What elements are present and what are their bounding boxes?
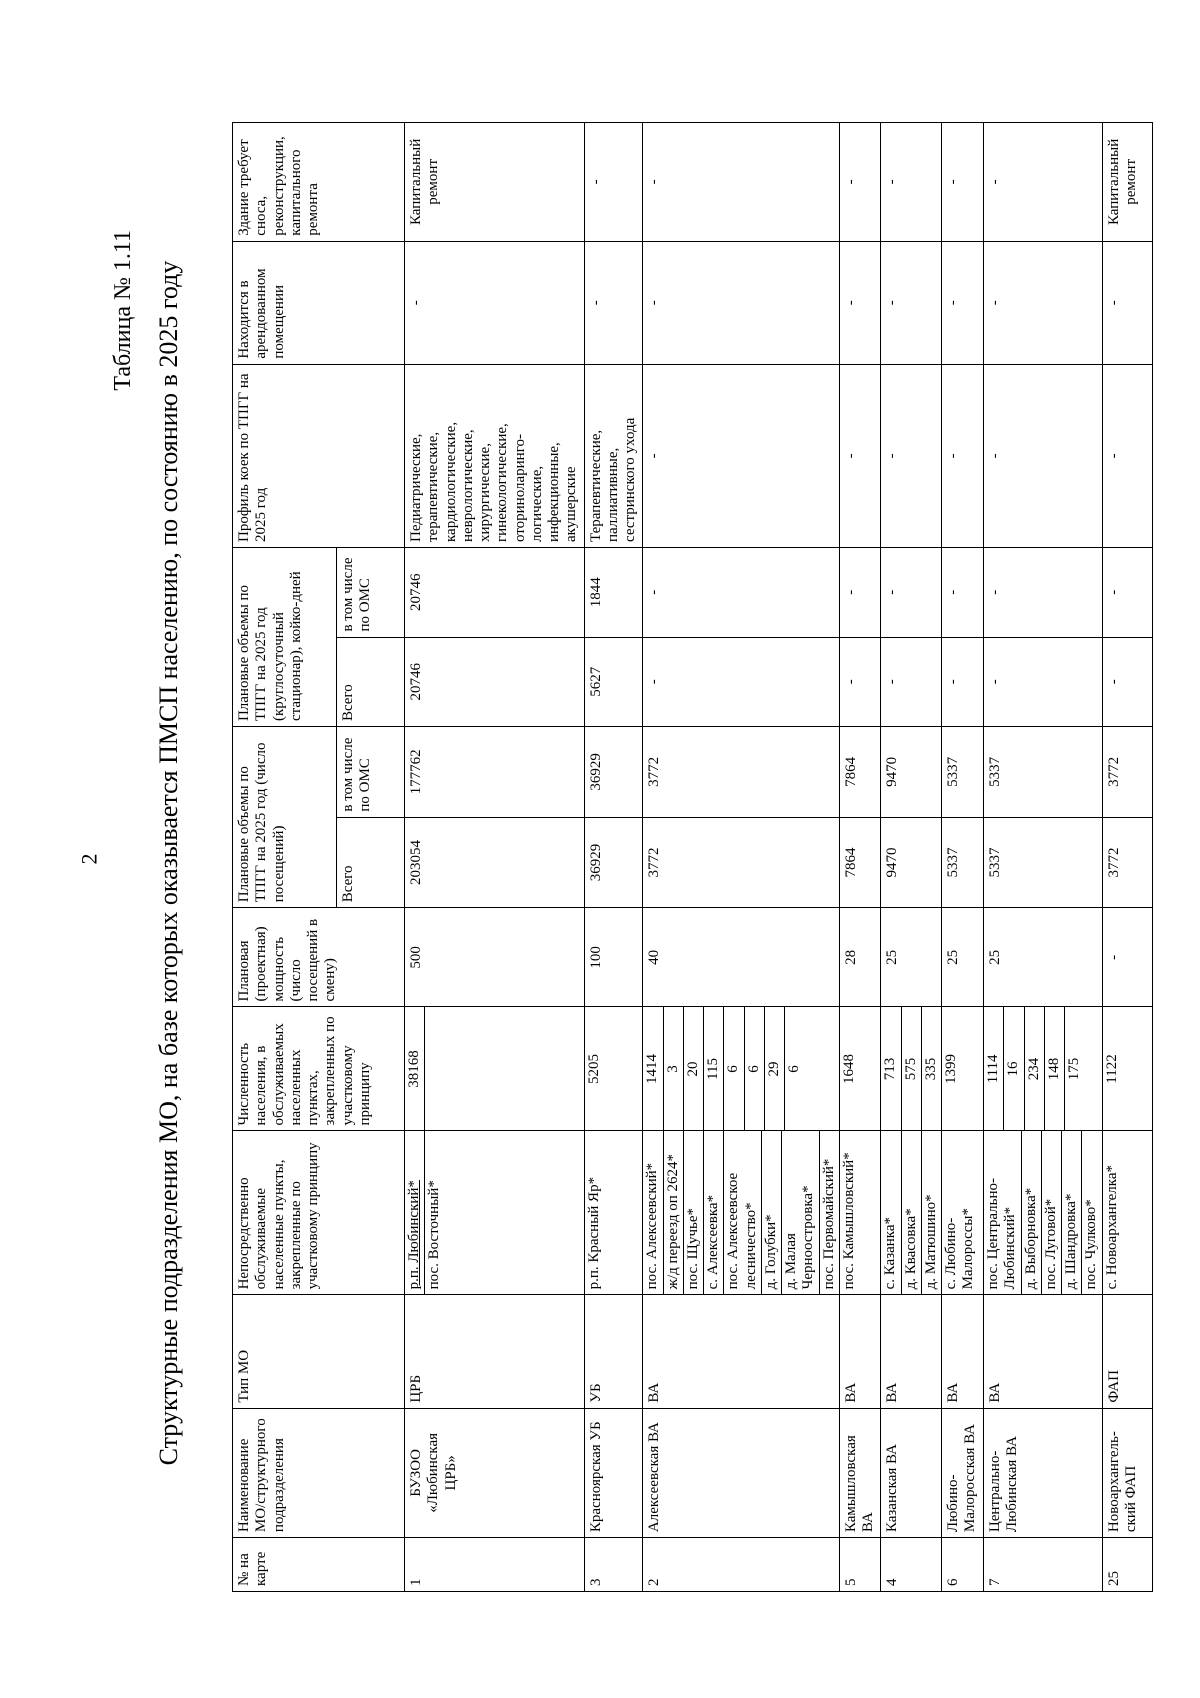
population-cell: [881, 1007, 942, 1131]
settlements-cell: [881, 1131, 942, 1295]
settlements-cell: [839, 1131, 881, 1295]
visits-total-value: 5337: [942, 817, 984, 908]
beds-total-value: 5627: [584, 637, 643, 727]
settlements-cell: [942, 1131, 984, 1295]
header-num: № на карте: [233, 1538, 405, 1592]
settlement-item: с. Алексеевка*: [704, 1131, 724, 1294]
repair-value: -: [881, 123, 942, 242]
row-number: 6: [942, 1538, 984, 1592]
population-cell: [405, 1007, 585, 1131]
settlement-item: пос. Щучье*: [684, 1131, 704, 1294]
population-value: 6: [745, 1007, 765, 1130]
settlement-item: пос. Луговой*: [1042, 1131, 1062, 1294]
header-repair: Здание требует сноса, реконструкции, капитального ремонта: [233, 123, 405, 242]
population-value: 1414: [643, 1007, 663, 1130]
bed-profile: -: [643, 364, 840, 547]
population-value: [425, 1007, 444, 1130]
population-value: 1122: [1103, 1054, 1120, 1084]
bed-profile: -: [942, 364, 984, 547]
row-number: 2: [643, 1538, 840, 1592]
facility-name: Центрально-Любинская ВА: [984, 1408, 1103, 1537]
capacity-value: 40: [643, 908, 840, 1007]
beds-oms-value: -: [1102, 548, 1152, 638]
table-title: Структурные подразделения МО, на базе которых оказывается ПМСП населению, по состоянию в 2025 году: [154, 260, 183, 1466]
settlement-item: с. Новоархангелка*: [1103, 1164, 1120, 1290]
rotated-page-content: [0, 78, 1139, 1648]
visits-oms-value: 9470: [881, 727, 942, 818]
row-number: 4: [881, 1538, 942, 1592]
header-settlements: Непосредственно обслуживаемые населенные пункты, закрепленные по участковому принципу: [233, 1131, 405, 1295]
beds-oms-value: -: [839, 548, 881, 638]
visits-oms-value: 5337: [942, 727, 984, 818]
header-visits-oms: в том числе по ОМС: [337, 727, 405, 818]
facility-type: ФАП: [1102, 1295, 1152, 1408]
population-cell: [839, 1007, 881, 1131]
header-type: Тип МО: [233, 1295, 405, 1408]
settlement-item: пос. Центрально-Любинский*: [984, 1131, 1022, 1294]
settlement-item: пос. Алексеевское лесничество*: [724, 1131, 762, 1294]
visits-total-value: 3772: [643, 817, 840, 908]
settlements-cell: [984, 1131, 1103, 1295]
table-row: [942, 123, 984, 1592]
facility-name: Любино-Малоросская ВА: [942, 1408, 984, 1537]
repair-value: -: [643, 123, 840, 242]
header-name: Наименование МО/структурного подразделения: [233, 1408, 405, 1537]
settlements-cell: [584, 1131, 643, 1295]
settlements-cell: [1102, 1131, 1152, 1295]
bed-profile: Педиатрические, терапевтические, кардиологические, неврологические, хирургические, гинекологические, оториноларинго-логические, инфекционные, акушерские: [405, 364, 585, 547]
table-row: [984, 123, 1103, 1592]
population-cell: [984, 1007, 1103, 1131]
visits-oms-value: 3772: [643, 727, 840, 818]
settlements-cell: [405, 1131, 585, 1295]
capacity-value: 25: [984, 908, 1103, 1007]
visits-oms-value: 36929: [584, 727, 643, 818]
table-caption: Таблица № 1.11: [110, 230, 136, 391]
facility-type: ВА: [984, 1295, 1103, 1408]
table-row: [643, 123, 840, 1592]
visits-oms-value: 3772: [1102, 727, 1152, 818]
bed-profile: -: [1102, 364, 1152, 547]
capacity-value: -: [1102, 908, 1152, 1007]
population-value: 6: [786, 1065, 802, 1073]
settlement-item: д. Выборновка*: [1022, 1131, 1042, 1294]
settlement-item: ж/д переезд оп 2624*: [664, 1131, 684, 1294]
bed-profile: Терапевтические, паллиативные, сестринского ухода: [584, 364, 643, 547]
settlement-item: д. Малая Черноостровка*: [782, 1131, 820, 1294]
repair-value: Капитальный ремонт: [1102, 123, 1152, 242]
settlement-item: д. Голубки*: [762, 1131, 782, 1294]
header-profile: Профиль коек по ТПГГ на 2025 год: [233, 364, 405, 547]
table-row: [584, 123, 643, 1592]
rented-value: -: [881, 241, 942, 364]
facility-type: ВА: [881, 1295, 942, 1408]
population-value: 38168: [405, 1007, 425, 1130]
header-beds-oms: в том числе по ОМС: [337, 548, 405, 638]
population-cell: [1102, 1007, 1152, 1131]
header-capacity: Плановая (проектная) мощность (число посещений в смену): [233, 908, 405, 1007]
facility-name: БУЗОО «Любинская ЦРБ»: [405, 1408, 585, 1537]
visits-total-value: 9470: [881, 817, 942, 908]
beds-oms-value: -: [942, 548, 984, 638]
repair-value: -: [984, 123, 1103, 242]
population-value: 29: [765, 1007, 785, 1130]
population-value: 234: [1025, 1007, 1045, 1130]
row-number: 5: [839, 1538, 881, 1592]
population-cell: [942, 1007, 984, 1131]
settlements-cell: [643, 1131, 840, 1295]
header-visits-total: Всего: [337, 817, 405, 908]
settlement-item: р.п. Красный Яр*: [585, 1176, 602, 1290]
page-number: 2: [76, 853, 102, 865]
header-visits: Плановые объемы по ТПГГ на 2025 год (число посещений): [233, 727, 337, 908]
table-row: [1102, 123, 1152, 1592]
facility-type: ЦРБ: [405, 1295, 585, 1408]
visits-total-value: 203054: [405, 817, 585, 908]
table-body: [405, 123, 1153, 1592]
rented-value: -: [839, 241, 881, 364]
visits-oms-value: 5337: [984, 727, 1103, 818]
row-number: 25: [1102, 1538, 1152, 1592]
beds-total-value: -: [1102, 637, 1152, 727]
facility-name: Алексеевская ВА: [643, 1408, 840, 1537]
bed-profile: -: [881, 364, 942, 547]
rented-value: -: [942, 241, 984, 364]
rented-value: -: [405, 241, 585, 364]
population-value: 335: [922, 1057, 939, 1081]
population-value: 713: [881, 1007, 901, 1130]
beds-oms-value: -: [643, 548, 840, 638]
repair-value: Капитальный ремонт: [405, 123, 585, 242]
visits-total-value: 5337: [984, 817, 1103, 908]
facility-name: Казанская ВА: [881, 1408, 942, 1537]
population-value: 20: [684, 1007, 704, 1130]
facility-name: Красноярская УБ: [584, 1408, 643, 1537]
population-value: 1399: [943, 1053, 959, 1084]
visits-oms-value: 177762: [405, 727, 585, 818]
visits-total-value: 3772: [1102, 817, 1152, 908]
row-number: 7: [984, 1538, 1103, 1592]
beds-oms-value: -: [881, 548, 942, 638]
table-row: [881, 123, 942, 1592]
beds-oms-value: -: [984, 548, 1103, 638]
population-value: 1648: [840, 1053, 857, 1084]
facility-type: ВА: [942, 1295, 984, 1408]
facilities-table: [232, 122, 1153, 1592]
rented-value: -: [984, 241, 1103, 364]
settlement-item: пос. Первомайский*: [820, 1158, 837, 1290]
beds-total-value: -: [839, 637, 881, 727]
settlement-item: с. Казанка*: [881, 1131, 901, 1294]
row-number: 1: [405, 1538, 585, 1592]
beds-oms-value: 1844: [584, 548, 643, 638]
population-value: 16: [1004, 1007, 1024, 1130]
rented-value: -: [643, 241, 840, 364]
header-rented: Находится в арендованном помещении: [233, 241, 405, 364]
facility-type: ВА: [643, 1295, 840, 1408]
beds-oms-value: 20746: [405, 548, 585, 638]
population-cell: [584, 1007, 643, 1131]
settlement-item: пос. Камышловский*: [840, 1152, 857, 1290]
settlement-item: пос. Чулково*: [1083, 1199, 1100, 1290]
table-row: [405, 123, 585, 1592]
beds-total-value: -: [984, 637, 1103, 727]
header-population: Численность населения, в обслуживаемых населенных пунктах, закрепленных по участковому принципу: [233, 1007, 405, 1131]
bed-profile: -: [839, 364, 881, 547]
population-value: 175: [1066, 1057, 1082, 1081]
capacity-value: 25: [881, 908, 942, 1007]
capacity-value: 25: [942, 908, 984, 1007]
facility-name: Камышловская ВА: [839, 1408, 881, 1537]
capacity-value: 100: [584, 908, 643, 1007]
population-value: 1114: [984, 1007, 1004, 1130]
table-row: [839, 123, 881, 1592]
rented-value: -: [584, 241, 643, 364]
settlement-item: д. Квасовка*: [902, 1131, 922, 1294]
population-value: 6: [724, 1007, 744, 1130]
settlement-item: д. Шандровка*: [1062, 1131, 1082, 1294]
settlement-item: с. Любино-Малороссы*: [943, 1208, 977, 1290]
beds-total-value: -: [643, 637, 840, 727]
visits-oms-value: 7864: [839, 727, 881, 818]
facility-name: Новоархангель-ский ФАП: [1102, 1408, 1152, 1537]
repair-value: -: [839, 123, 881, 242]
facility-type: ВА: [839, 1295, 881, 1408]
visits-total-value: 7864: [839, 817, 881, 908]
settlement-item: р.п. Любинский*: [405, 1131, 425, 1294]
settlement-item: пос. Восточный*: [426, 1180, 443, 1290]
header-beds-total: Всего: [337, 637, 405, 727]
population-value: 3: [664, 1007, 684, 1130]
population-value: 115: [704, 1007, 724, 1130]
repair-value: -: [942, 123, 984, 242]
rented-value: -: [1102, 241, 1152, 364]
repair-value: -: [584, 123, 643, 242]
facility-type: УБ: [584, 1295, 643, 1408]
visits-total-value: 36929: [584, 817, 643, 908]
beds-total-value: 20746: [405, 637, 585, 727]
capacity-value: 28: [839, 908, 881, 1007]
capacity-value: 500: [405, 908, 585, 1007]
population-value: 575: [902, 1007, 922, 1130]
beds-total-value: -: [942, 637, 984, 727]
population-value: 5205: [585, 1053, 602, 1084]
settlement-item: д. Матюшино*: [922, 1194, 939, 1290]
settlement-item: пос. Алексеевский*: [643, 1131, 663, 1294]
population-cell: [643, 1007, 840, 1131]
header-beds: Плановые объемы по ТПГГ на 2025 год (круглосуточный стационар), койко-дней: [233, 548, 337, 727]
row-number: 3: [584, 1538, 643, 1592]
beds-total-value: -: [881, 637, 942, 727]
population-value: 148: [1045, 1007, 1065, 1130]
bed-profile: -: [984, 364, 1103, 547]
